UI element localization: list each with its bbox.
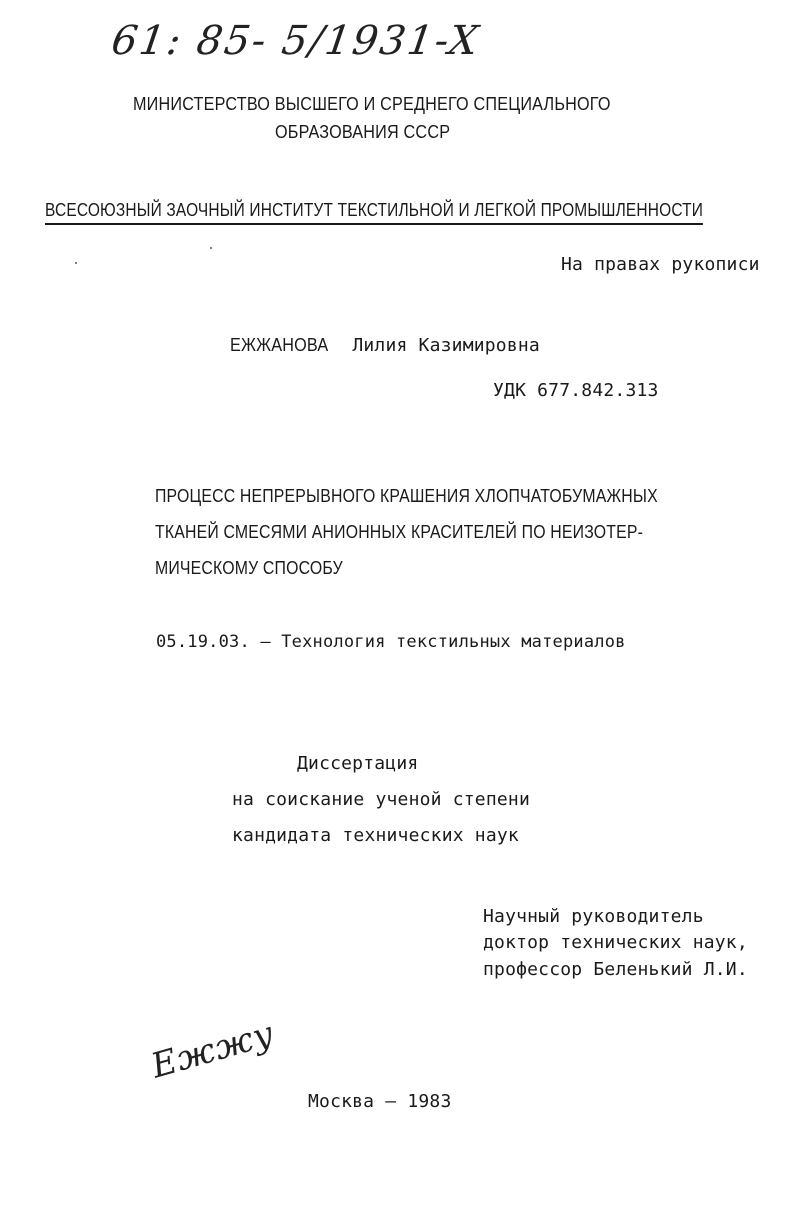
author-given-names: Лилия Казимировна (352, 335, 540, 356)
city-year: Москва – 1983 (308, 1091, 452, 1112)
handwritten-archive-code: 61: 85- 5/1931-X (108, 18, 483, 64)
author-name (230, 333, 540, 358)
title-line-1: ПРОЦЕСС НЕПРЕРЫВНОГО КРАШЕНИЯ ХЛОПЧАТОБУМАЖНЫХ (155, 486, 658, 506)
supervisor-line-2: доктор технических наук, (483, 932, 748, 953)
dissertation-line-3: кандидата технических наук (232, 825, 519, 846)
institute-name: ВСЕСОЮЗНЫЙ ЗАОЧНЫЙ ИНСТИТУТ ТЕКСТИЛЬНОЙ И ЛЕГКОЙ ПРОМЫШЛЕННОСТИ (45, 198, 703, 225)
supervisor-line-1: Научный руководитель (483, 906, 704, 927)
ministry-line-2: ОБРАЗОВАНИЯ СССР (275, 122, 451, 142)
supervisor-line-3: профессор Беленький Л.И. (483, 959, 748, 980)
handwritten-signature: Ежжу (146, 1013, 279, 1087)
title-line-2: ТКАНЕЙ СМЕСЯМИ АНИОННЫХ КРАСИТЕЛЕЙ ПО НЕИЗОТЕР- (155, 522, 644, 542)
paper-speck (75, 262, 77, 264)
manuscript-rights-note: На правах рукописи (561, 254, 760, 275)
title-line-3: МИЧЕСКОМУ СПОСОБУ (155, 558, 343, 578)
author-surname: ЕЖЖАНОВА (230, 335, 329, 355)
specialty-code: 05.19.03. – Технология текстильных материалов (156, 632, 626, 652)
ministry-line-1: МИНИСТЕРСТВО ВЫСШЕГО И СРЕДНЕГО СПЕЦИАЛЬНОГО (133, 94, 611, 114)
paper-speck (210, 247, 212, 249)
dissertation-line-2: на соискание ученой степени (232, 789, 530, 810)
udc-code: УДК 677.842.313 (493, 380, 659, 401)
dissertation-line-1: Диссертация (297, 753, 419, 774)
